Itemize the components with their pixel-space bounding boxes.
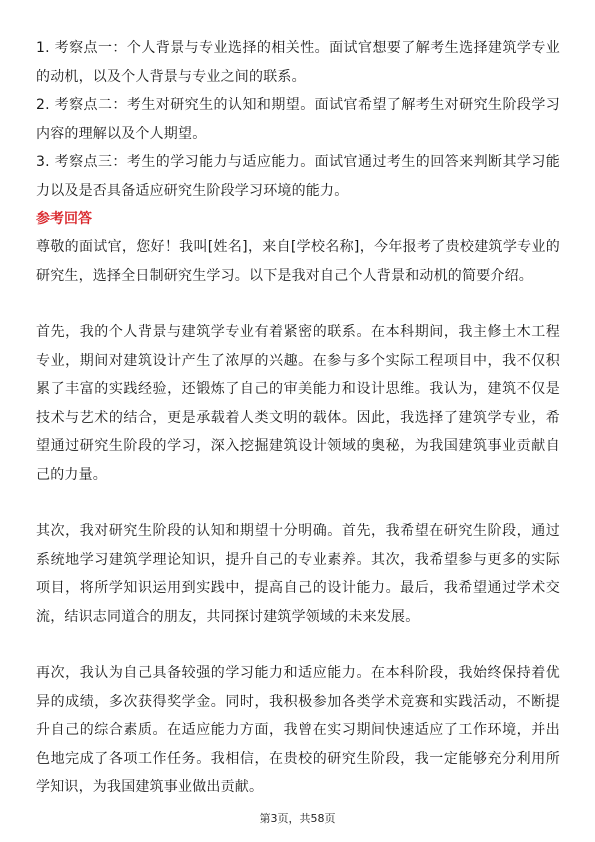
answer-paragraph-2: 首先，我的个人背景与建筑学专业有着紧密的联系。在本科期间，我主修土木工程专业，期间对建筑设计产生了浓厚的兴趣。在参与多个实际工程项目中，我不仅积累了丰富的实践经验，还锻炼了自己的审美能力和设计思维。我认为，建筑不仅是技术与艺术的结合，更是承载着人类文明的载体。因此，我选择了建筑学专业，希望通过研究生阶段的学习，深入挖掘建筑设计领域的奥秘，为我国建筑事业贡献自己的力量。 [36,324,560,483]
page-number: 第3页，共58页 [259,812,336,825]
paragraph-gap [36,489,560,517]
point-3: 3. 考察点三：考生的学习能力与适应能力。面试官通过考生的回答来判断其学习能力以及是否具备适应研究生阶段学习环境的能力。 [36,154,560,199]
point-2: 2. 考察点二：考生对研究生的认知和期望。面试官希望了解考生对研究生阶段学习内容的理解以及个人期望。 [36,97,560,142]
answer-paragraph-3: 其次，我对研究生阶段的认知和期望十分明确。首先，我希望在研究生阶段，通过系统地学习建筑学理论知识，提升自己的专业素养。其次，我希望参与更多的实际项目，将所学知识运用到实践中，提高自己的设计能力。最后，我希望通过学术交流，结识志同道合的朋友，共同探讨建筑学领域的未来发展。 [36,523,560,625]
document-body [36,34,560,802]
answer-paragraph-4: 再次，我认为自己具备较强的学习能力和适应能力。在本科阶段，我始终保持着优异的成绩，多次获得奖学金。同时，我积极参加各类学术竞赛和实践活动，不断提升自己的综合素质。在适应能力方面，我曾在实习期间快速适应了工作环境，并出色地完成了各项工作任务。我相信，在贵校的研究生阶段，我一定能够充分利用所学知识，为我国建筑事业做出贡献。 [36,665,560,795]
paragraph-gap [36,631,560,659]
answer-heading: 参考回答 [36,211,92,227]
point-1: 1. 考察点一：个人背景与专业选择的相关性。面试官想要了解考生选择建筑学专业的动机，以及个人背景与专业之间的联系。 [36,40,560,85]
paragraph-gap [36,290,560,318]
answer-paragraph-1: 尊敬的面试官，您好！我叫[姓名]，来自[学校名称]，今年报考了贵校建筑学专业的研究生，选择全日制研究生学习。以下是我对自己个人背景和动机的简要介绍。 [36,239,560,284]
